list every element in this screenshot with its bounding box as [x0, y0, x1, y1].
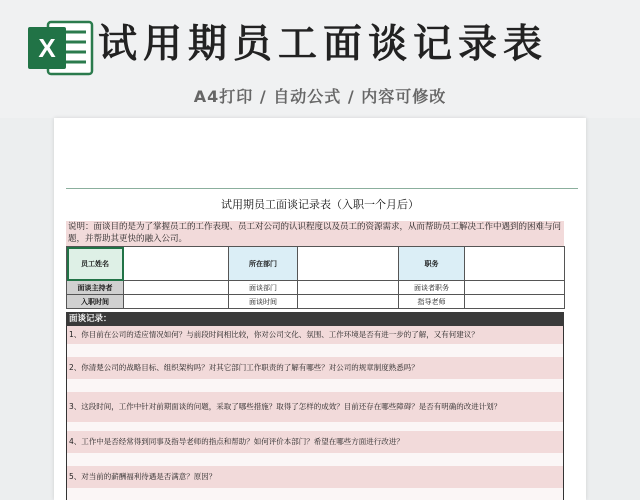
department-label: 所在部门 — [229, 247, 298, 281]
right-border — [563, 326, 564, 500]
question-1[interactable]: 1、你目前在公司的适应情况如何？与前段时间相比较，你对公司文化、氛围、工作环境是否有进一步的了解，又有何建议？ — [66, 326, 564, 344]
question-2[interactable]: 2、你清楚公司的战略目标、组织架构吗？对其它部门工作职责的了解有哪些？对公司的规章制度熟悉吗？ — [66, 357, 564, 379]
form-title: 试用期员工面谈记录表（入职一个月后） — [221, 198, 419, 211]
interviewer-cell[interactable] — [124, 281, 229, 295]
interview-dept-label: 面谈部门 — [229, 281, 298, 295]
page-title: 试用期员工面谈记录表 — [98, 22, 549, 67]
department-cell[interactable] — [298, 247, 399, 281]
position-cell[interactable] — [465, 247, 565, 281]
answer-4[interactable] — [66, 453, 564, 466]
join-date-cell[interactable] — [124, 295, 229, 309]
interviewer-position-cell[interactable] — [465, 281, 565, 295]
interviewer-position-label: 面谈者职务 — [399, 281, 465, 295]
interview-time-label: 面谈时间 — [229, 295, 298, 309]
svg-text:X: X — [38, 33, 56, 63]
employee-info-table — [66, 246, 565, 309]
employee-name-cell[interactable] — [124, 247, 229, 281]
mentor-cell[interactable] — [465, 295, 565, 309]
left-border — [66, 326, 67, 500]
position-label: 职务 — [399, 247, 465, 281]
page-subtitle: A4打印 / 自动公式 / 内容可修改 — [193, 87, 447, 106]
interviewer-label: 面谈主持者 — [67, 281, 124, 295]
question-4[interactable]: 4、工作中是否经常得到同事及指导老师的指点和帮助？如何评价本部门？希望在哪些方面进行改进？ — [66, 431, 564, 453]
question-3[interactable]: 3、这段时间，工作中针对前期面谈的问题，采取了哪些措施？取得了怎样的成效？目前还存在哪些障碍？是否有明确的改进计划？ — [66, 392, 564, 422]
answer-1[interactable] — [66, 344, 564, 357]
mentor-label: 指导老师 — [399, 295, 465, 309]
record-header: 面谈记录： — [66, 312, 564, 326]
sheet-divider — [66, 188, 578, 189]
interview-time-cell[interactable] — [298, 295, 399, 309]
excel-logo-icon — [26, 18, 96, 78]
form-description: 说明：面谈目的是为了掌握员工的工作表现、员工对公司的认识程度以及员工的资源需求，从而帮助员工解决工作中遇到的困难与问题，并帮助其更快的融入公司。 — [66, 221, 564, 246]
join-date-label: 入职时间 — [67, 295, 124, 309]
answer-2[interactable] — [66, 379, 564, 392]
employee-name-label[interactable]: 员工姓名 — [67, 247, 124, 281]
banner — [0, 0, 640, 118]
answer-5[interactable] — [66, 488, 564, 500]
question-5[interactable]: 5、对当前的薪酬福利待遇是否满意？原因？ — [66, 466, 564, 488]
answer-3[interactable] — [66, 422, 564, 431]
interview-dept-cell[interactable] — [298, 281, 399, 295]
